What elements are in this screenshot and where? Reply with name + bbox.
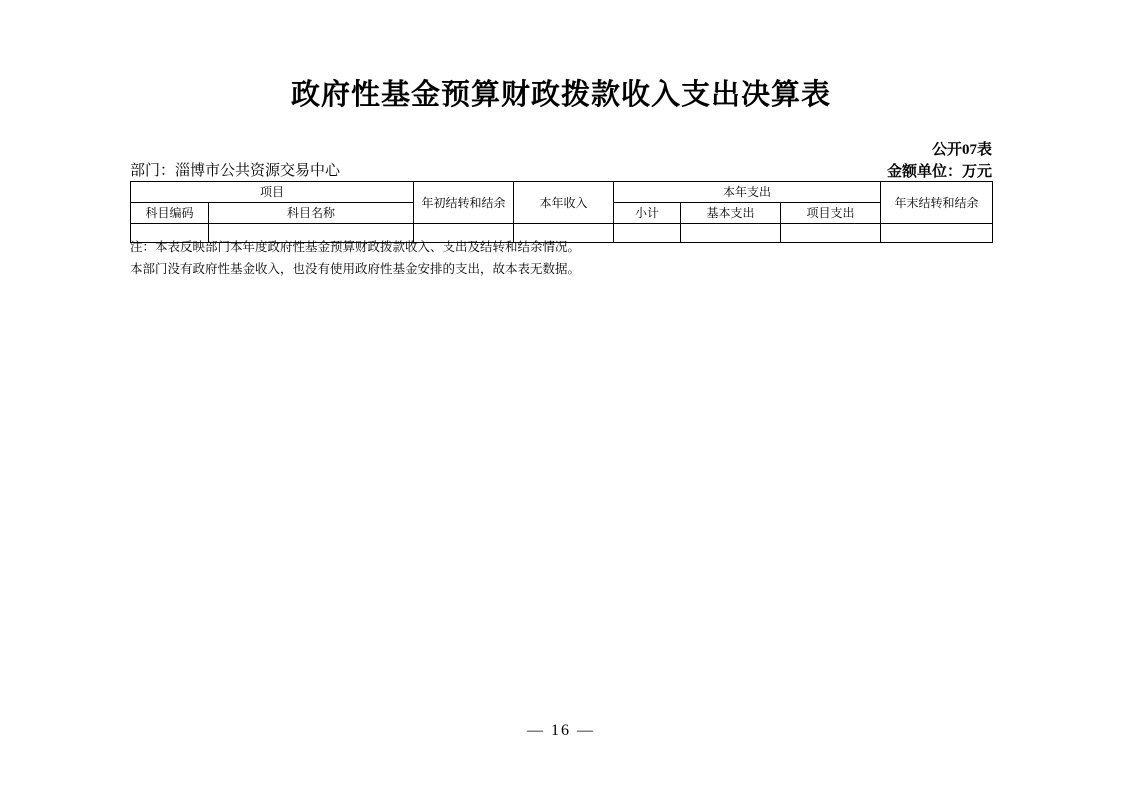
header-col-subject-name: 科目名称 xyxy=(209,203,414,224)
header-group-project: 项目 xyxy=(131,182,414,203)
department-label: 部门：淄博市公共资源交易中心 xyxy=(130,163,341,179)
amount-unit-label: 金额单位：万元 xyxy=(886,164,992,180)
table-notes xyxy=(130,237,1010,281)
page-title: 政府性基金预算财政拨款收入支出决算表 xyxy=(290,79,831,111)
header-col-closing-balance: 年末结转和结余 xyxy=(881,182,993,224)
header-group-expenditure: 本年支出 xyxy=(614,182,881,203)
table-header-row-group xyxy=(131,182,993,203)
budget-table xyxy=(130,181,993,243)
header-col-subtotal: 小计 xyxy=(614,203,681,224)
header-col-project-expenditure: 项目支出 xyxy=(781,203,881,224)
header-col-subject-code: 科目编码 xyxy=(131,203,209,224)
form-number-label: 公开07表 xyxy=(931,142,992,158)
header-col-opening-balance: 年初结转和结余 xyxy=(414,182,514,224)
note-line-1: 注：本表反映部门本年度政府性基金预算财政拨款收入、支出及结转和结余情况。 xyxy=(130,240,581,254)
header-col-current-year-income: 本年收入 xyxy=(514,182,614,224)
note-line-2: 本部门没有政府性基金收入，也没有使用政府性基金安排的支出，故本表无数据。 xyxy=(130,261,581,276)
header-col-basic-expenditure: 基本支出 xyxy=(681,203,781,224)
page-number: — 16 — xyxy=(527,722,595,739)
